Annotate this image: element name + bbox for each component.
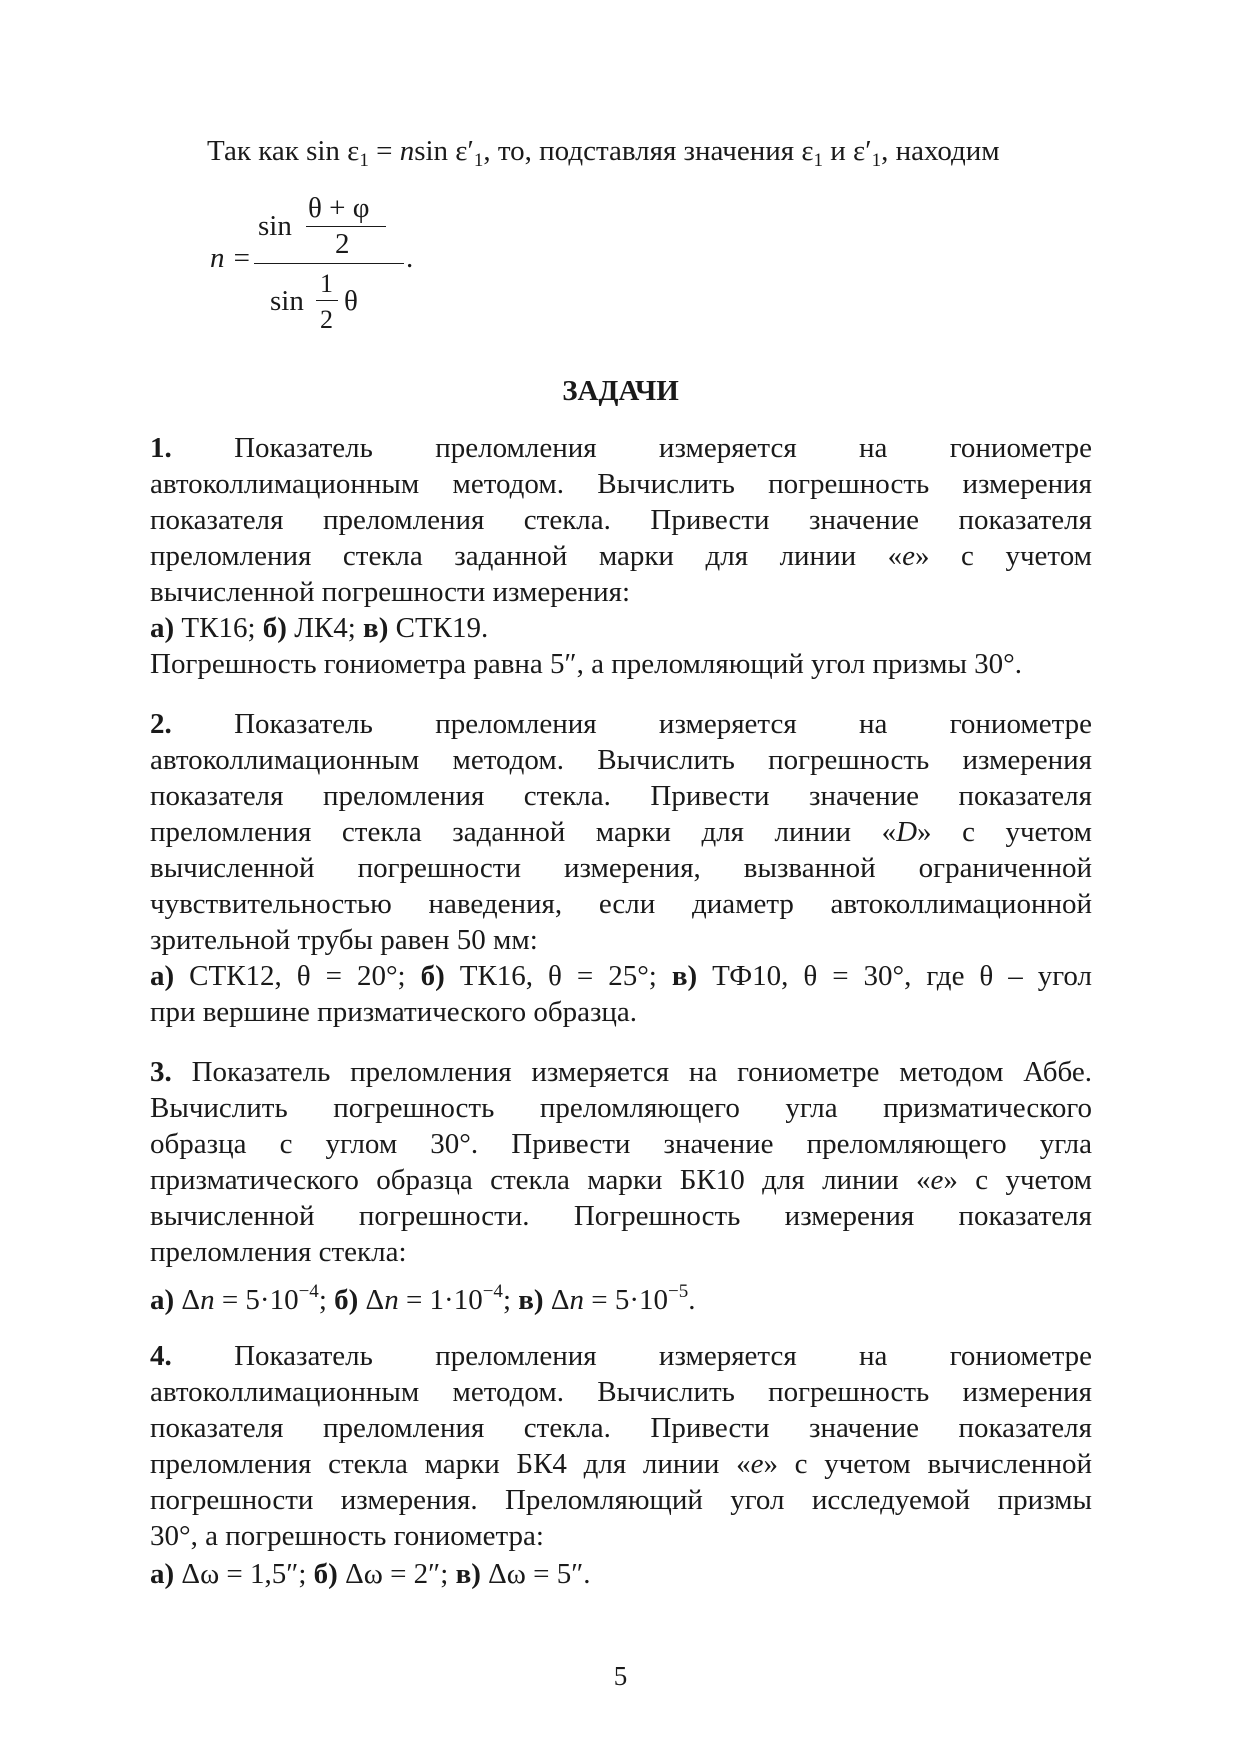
formula-half-den: 2 (320, 305, 333, 334)
intro-sub: 1 (359, 150, 369, 171)
spectral-line: e (750, 1448, 764, 1480)
task-number: 1. (150, 432, 172, 464)
option-label: а) (150, 1284, 175, 1316)
option-value: Δω = 5″. (480, 1558, 591, 1590)
text: » с учетом (943, 1164, 1092, 1196)
task1-line: Погрешность гониометра равна 5″, а преломляющий угол призмы 30°. (150, 648, 1023, 680)
task2-line: автоколлимационным методом. Вычислить погрешность измерения (150, 744, 1092, 776)
option-value: ТК16, θ = 25°; (444, 960, 672, 992)
text: преломления стекла заданной марки для линии « (150, 816, 897, 848)
word: на (859, 432, 888, 464)
option-label: в) (455, 1558, 481, 1590)
option-label: а) (150, 960, 175, 992)
task3-line: Вычислить погрешность преломляющего угла призматического (150, 1092, 1092, 1124)
word: преломления (435, 432, 597, 464)
math: Δ (365, 1284, 385, 1316)
option-label: в) (518, 1284, 544, 1316)
option-label: а) (150, 1558, 175, 1590)
task3-line (150, 1054, 1092, 1090)
task2-line: при вершине призматического образца. (150, 996, 638, 1028)
task4-line: 30°, а погрешность гониометра: (150, 1520, 544, 1552)
option-value: СТК12, θ = 20°; (174, 960, 421, 992)
option-label: в) (363, 612, 389, 644)
task4-line: показателя преломления стекла. Привести значение показателя (150, 1412, 1092, 1444)
task-number: 3. (150, 1056, 172, 1088)
text: » с учетом (915, 540, 1093, 572)
math: Δ (550, 1284, 570, 1316)
page-number: 5 (613, 1661, 628, 1691)
word: преломления (435, 1340, 597, 1372)
formula-lhs: n = (210, 242, 252, 274)
text: преломления стекла марки БК4 для линии « (150, 1448, 751, 1480)
math: Δ (181, 1284, 201, 1316)
math: = 5·10 (583, 1284, 668, 1316)
intro-text: , находим (881, 135, 1000, 167)
formula-sin-bottom: sin (270, 285, 304, 317)
task4-line (150, 1338, 1092, 1374)
task4-line: погрешности измерения. Преломляющий угол исследуемой призмы (150, 1484, 1092, 1516)
text: призматического образца стекла марки БК10 для линии « (150, 1164, 931, 1196)
task4-line: автоколлимационным методом. Вычислить погрешность измерения (150, 1376, 1092, 1408)
task3-line: преломления стекла: (150, 1236, 407, 1268)
text: » с учетом вычисленной (763, 1448, 1092, 1480)
intro-line (207, 133, 1000, 179)
intro-math: ε′ (853, 135, 872, 167)
formula-main-bar (254, 263, 404, 264)
option-value: Δω = 2″; (337, 1558, 456, 1590)
intro-text: , то, подставляя значения (483, 135, 802, 167)
option-value: ТФ10, θ = 30°, где θ – угол (697, 960, 1093, 992)
formula-dot: . (406, 242, 414, 274)
intro-text: Так как (207, 135, 307, 167)
task3-options (150, 1274, 695, 1318)
separator: . (688, 1284, 696, 1316)
task4-line (150, 1446, 1092, 1482)
intro-sub: 1 (813, 150, 824, 171)
word: гониометре (949, 1340, 1093, 1372)
separator: ; (318, 1284, 335, 1316)
text: Показатель преломления измеряется на гониометре методом Аббе. (171, 1056, 1092, 1088)
word: измеряется (658, 708, 797, 740)
spectral-line: D (896, 816, 918, 848)
spectral-line: e (902, 540, 916, 572)
option-value: Δω = 1,5″; (174, 1558, 314, 1590)
task1-line: показателя преломления стекла. Привести значение показателя (150, 504, 1092, 536)
math: n (384, 1284, 399, 1316)
formula-inner-bar (306, 226, 386, 227)
exponent: −5 (668, 1281, 689, 1302)
option-value: ЛК4; (286, 612, 364, 644)
task4-options (150, 1556, 591, 1592)
option-label: б) (334, 1284, 359, 1316)
word: Показатель (234, 1340, 373, 1372)
intro-text: и (823, 135, 854, 167)
task-number: 2. (150, 708, 172, 740)
task1-line: вычисленной погрешности измерения: (150, 576, 631, 608)
text: » с учетом (917, 816, 1092, 848)
word: преломления (435, 708, 597, 740)
option-label: б) (420, 960, 445, 992)
option-value: СТК19. (388, 612, 489, 644)
task3-line (150, 1162, 1092, 1198)
formula-inner-denominator: 2 (335, 228, 350, 260)
task-number: 4. (150, 1340, 172, 1372)
formula-sin-top: sin (258, 210, 292, 242)
task2-line: зрительной трубы равен 50 мм: (150, 924, 538, 956)
task2-line: вычисленной погрешности измерения, вызванной ограниченной (150, 852, 1092, 884)
formula-numerator: θ + φ (308, 192, 370, 224)
section-heading: ЗАДАЧИ (562, 375, 679, 407)
option-label: б) (262, 612, 287, 644)
word: гониометре (949, 432, 1093, 464)
task2-line: чувствительностью наведения, если диаметр автоколлимационной (150, 888, 1092, 920)
intro-math: = (368, 135, 400, 167)
spectral-line: e (930, 1164, 944, 1196)
task3-line: вычисленной погрешности. Погрешность измерения показателя (150, 1200, 1092, 1232)
word: на (859, 1340, 888, 1372)
text: преломления стекла заданной марки для линии « (150, 540, 903, 572)
task1-line (150, 430, 1092, 466)
exponent: −4 (298, 1281, 319, 1302)
task2-line (150, 814, 1092, 850)
formula-half-num: 1 (320, 269, 333, 298)
task1-line: автоколлимационным методом. Вычислить погрешность измерения (150, 468, 1092, 500)
math: = 5·10 (214, 1284, 299, 1316)
intro-math: n (399, 135, 415, 167)
option-label: а) (150, 612, 175, 644)
option-label: б) (313, 1558, 338, 1590)
task1-options (150, 610, 488, 646)
word: Показатель (234, 708, 373, 740)
word: на (859, 708, 888, 740)
separator: ; (502, 1284, 519, 1316)
formula-half-bar (316, 300, 338, 301)
word: гониометре (949, 708, 1093, 740)
option-label: в) (671, 960, 698, 992)
intro-sub: 1 (871, 150, 882, 171)
math: n (200, 1284, 215, 1316)
task2-options (150, 958, 1092, 994)
task1-line (150, 538, 1092, 574)
word: Показатель (234, 432, 373, 464)
formula-theta: θ (344, 285, 358, 317)
intro-math: sin ε′ (414, 135, 474, 167)
math: n (569, 1284, 584, 1316)
intro-sub: 1 (473, 150, 484, 171)
refraction-formula (210, 192, 430, 352)
task3-line: образца с углом 30°. Привести значение преломляющего угла (150, 1128, 1092, 1160)
word: измеряется (658, 1340, 797, 1372)
option-value: ТК16; (174, 612, 263, 644)
intro-math: sin ε (306, 135, 360, 167)
task2-line (150, 706, 1092, 742)
math: = 1·10 (398, 1284, 483, 1316)
task2-line: показателя преломления стекла. Привести значение показателя (150, 780, 1092, 812)
exponent: −4 (482, 1281, 503, 1302)
intro-math: ε (801, 135, 814, 167)
word: измеряется (658, 432, 797, 464)
